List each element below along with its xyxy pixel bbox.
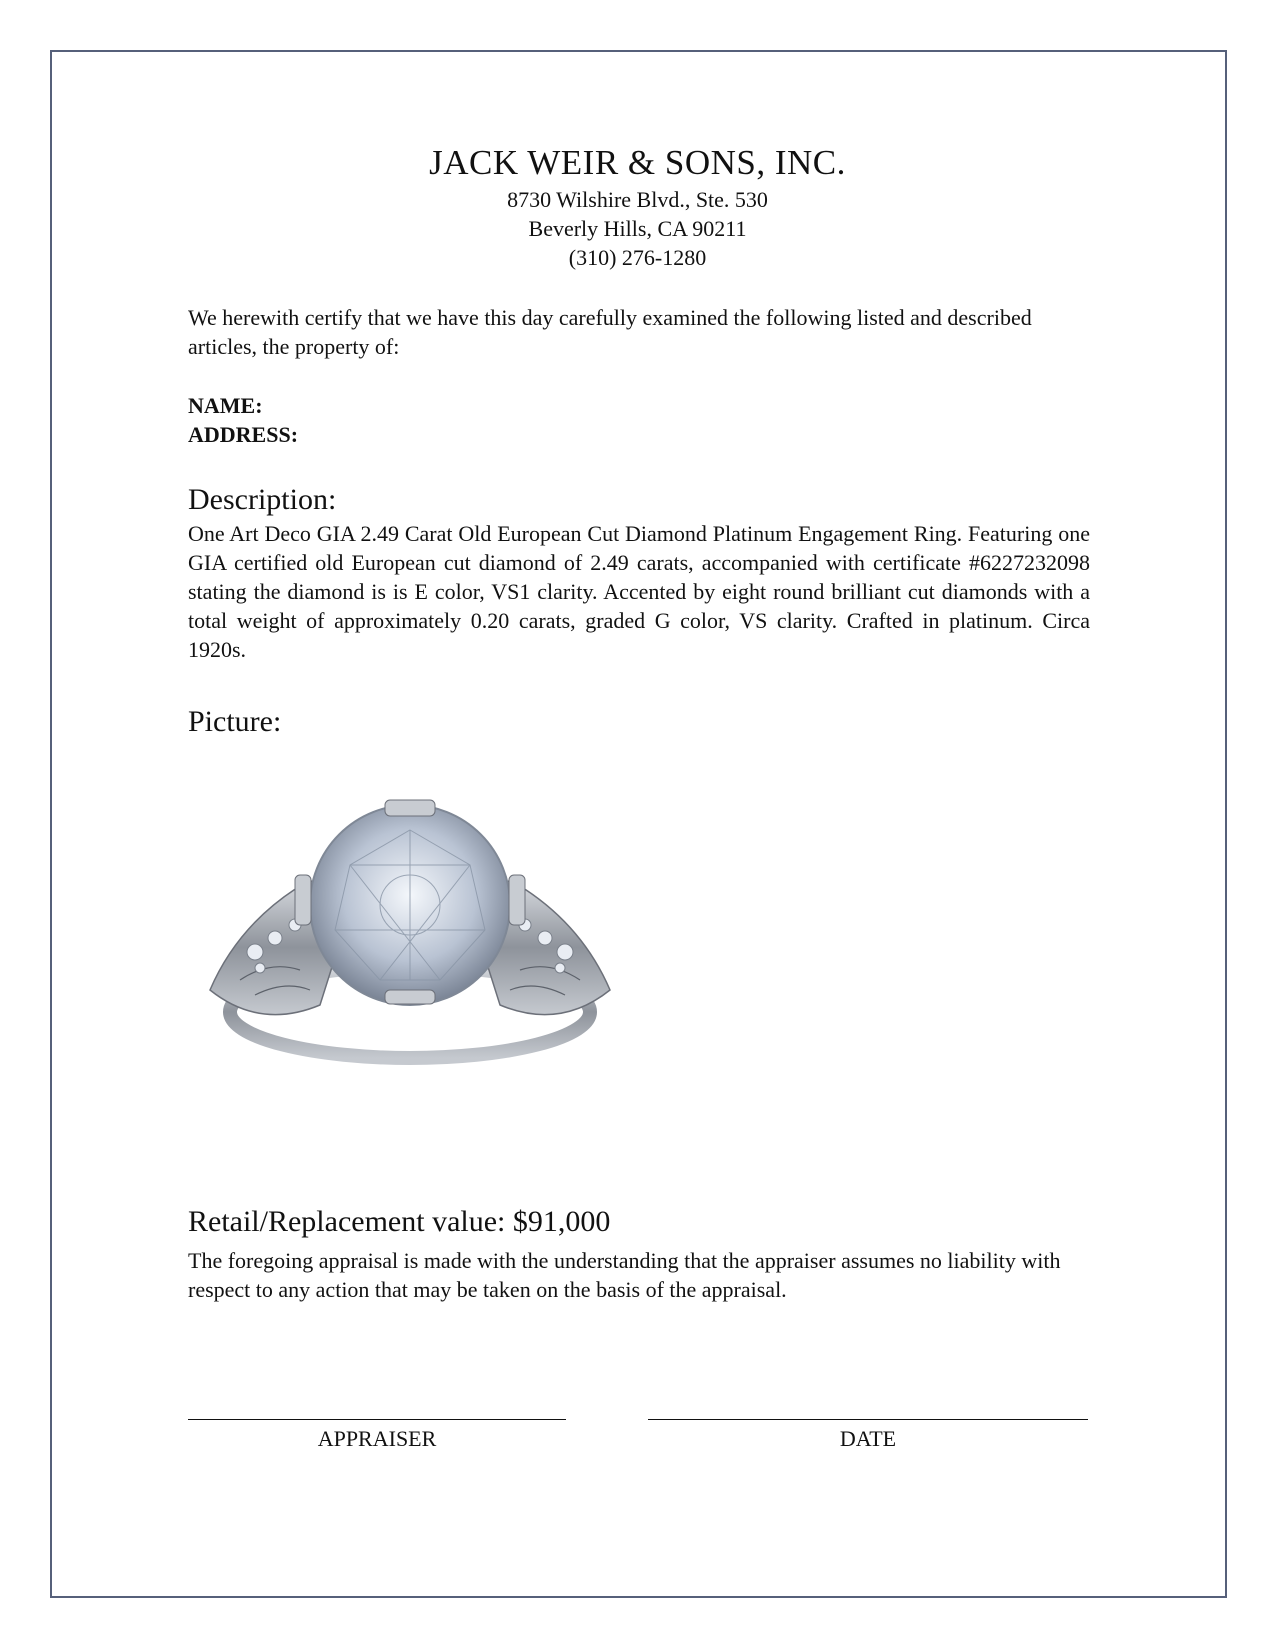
diamond-ring-photo — [200, 790, 620, 1090]
date-label: DATE — [839, 1426, 897, 1451]
appraisal-disclaimer: The foregoing appraisal is made with the understanding that the appraiser assumes no liability with respect to any action that may be taken on the basis of the appraisal. — [188, 1248, 1061, 1302]
address-label: ADDRESS: — [188, 422, 299, 447]
picture-title: Picture: — [188, 705, 282, 738]
description-text: One Art Deco GIA 2.49 Carat Old European Cut Diamond Platinum Engagement Ring. Featuring one GIA certified old European cut diamond of 2.49 carats, accompanied with certificate #6227232098 stating the diamond is is E color, VS1 clarity. Accented by eight round brilliant cut diamonds with a total weight of approximately 0.20 carats, graded G color, VS clarity. Crafted in platinum. Circa 1920s. — [188, 521, 1090, 662]
certification-intro: We herewith certify that we have this day carefully examined the following listed and described articles, the property of: — [188, 305, 1032, 359]
date-signature-line — [648, 1419, 1088, 1420]
name-label: NAME: — [188, 393, 263, 418]
retail-value-title: Retail/Replacement value: $91,000 — [188, 1205, 611, 1238]
company-address-line2: Beverly Hills, CA 90211 — [528, 216, 747, 241]
company-name: JACK WEIR & SONS, INC. — [429, 143, 846, 182]
company-address-line1: 8730 Wilshire Blvd., Ste. 530 — [507, 187, 768, 212]
company-phone: (310) 276-1280 — [568, 245, 707, 270]
appraiser-signature-line — [188, 1419, 566, 1420]
appraiser-label: APPRAISER — [317, 1426, 437, 1451]
description-title: Description: — [188, 483, 337, 516]
